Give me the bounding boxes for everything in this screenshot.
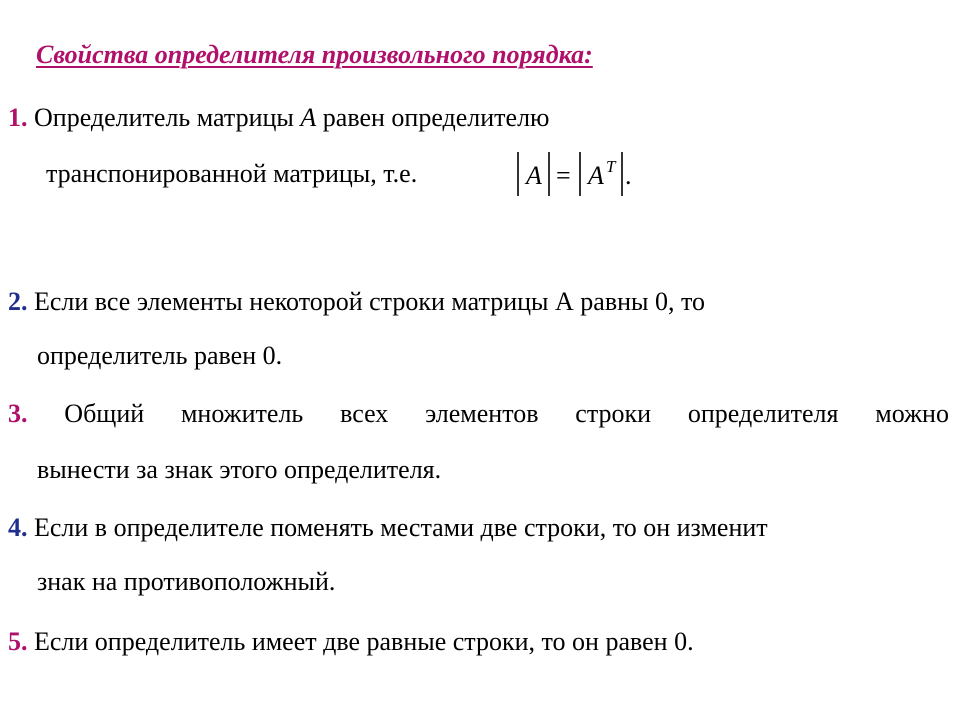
item-5-number: 5. [8, 627, 28, 656]
item-2-line-2: определитель равен 0. [37, 341, 283, 370]
item-3-line-2: вынести за знак этого определителя. [37, 455, 442, 484]
item-2-text: Если все элементы некоторой строки матрицы А равны 0, то [34, 287, 706, 316]
item-4-number: 4. [8, 513, 28, 542]
item-5-text: Если определитель имеет две равные строки, то он равен 0. [34, 627, 694, 656]
item-3-word: строки [575, 399, 652, 428]
item-3-word: можно [875, 399, 949, 428]
formula-eq: = [556, 161, 571, 190]
item-1-line-1 [8, 102, 549, 134]
formula-period: . [625, 161, 632, 190]
item-2-line-1 [8, 286, 705, 318]
item-1-number: 1. [8, 103, 28, 132]
item-4-line-2: знак на противоположный. [37, 567, 336, 596]
item-3-line-1 [8, 398, 949, 430]
item-1-line-2: транспонированной матрицы, т.е. [46, 159, 418, 188]
transpose-formula [514, 148, 642, 200]
item-3-number: 3. [8, 399, 28, 428]
item-3-word: множитель [180, 399, 304, 428]
item-1-text-start: Определитель матрицы [34, 103, 294, 132]
item-3-word: элементов [425, 399, 539, 428]
item-3-word: определителя [687, 399, 839, 428]
item-5-line-1 [8, 626, 694, 658]
formula-sup: T [606, 157, 616, 176]
item-1-text-end: равен определителю [322, 103, 550, 132]
slide-title: Свойства определителя произвольного порядка: [36, 40, 593, 69]
item-2-number: 2. [8, 287, 28, 316]
item-3-word: всех [340, 399, 389, 428]
item-4-text: Если в определителе поменять местами две строки, то он изменит [34, 513, 768, 542]
item-1-var-a: A [300, 103, 317, 132]
item-3-word: Общий [64, 399, 145, 428]
formula-rhs: A [588, 161, 604, 190]
formula-svg [514, 148, 642, 200]
formula-lhs: A [526, 161, 542, 190]
item-4-line-1 [8, 512, 768, 544]
